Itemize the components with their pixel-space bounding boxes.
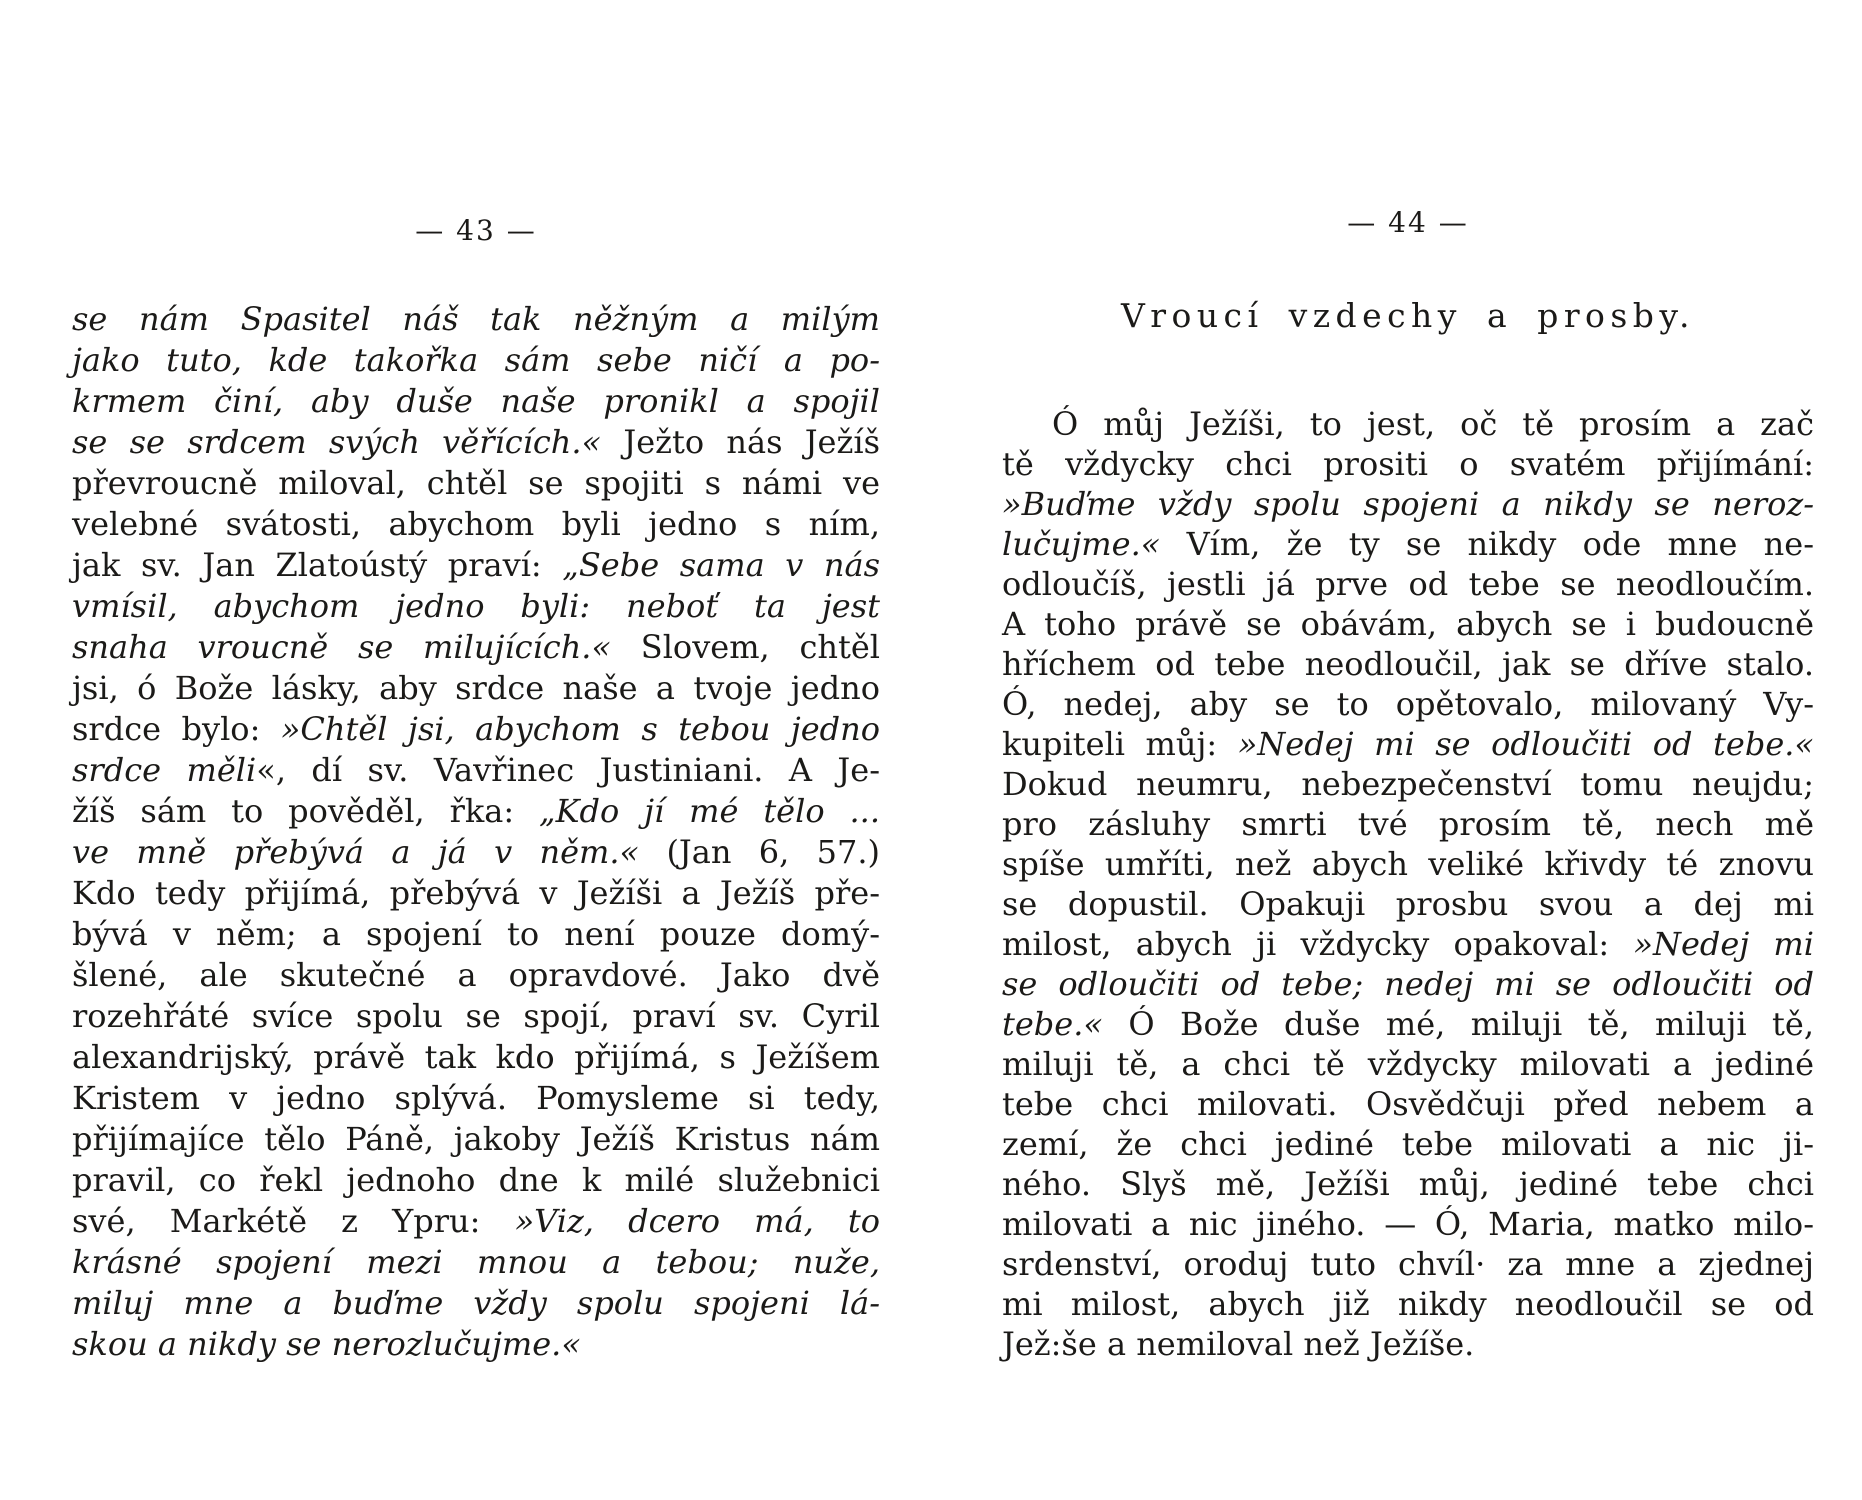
text-run: Ó můj Ježíši, to jest, oč tě prosím a zač [1052,405,1814,443]
text-line [1002,444,1814,484]
text-line [1002,844,1814,884]
text-line [1002,1324,1814,1364]
text-line [1002,1084,1814,1124]
text-run: hříchem od tebe neodloučil, jak se dříve stalo. [1002,645,1814,683]
text-line [1002,724,1814,764]
text-run: srdenství, oroduj tuto chvíl· za mne a zjednej [1002,1245,1814,1283]
text-line [72,914,880,955]
chapter-heading: Vroucí vzdechy a prosby. [1121,296,1695,335]
italic-text-run: ve mně přebývá a já v něm.« [72,833,640,871]
text-line [72,586,880,627]
text-line [72,1078,880,1119]
text-run: Slovem, chtěl [611,628,880,666]
text-line [72,668,880,709]
page-number-left: — 43 — [415,214,537,247]
text-line [1002,804,1814,844]
text-line [1002,644,1814,684]
text-run: šlené, ale skutečné a opravdové. Jako dvě [72,956,880,994]
text-line [72,299,880,340]
text-line [1002,964,1814,1004]
text-run: miluji tě, a chci tě vždycky milovati a jediné [1002,1045,1814,1083]
text-line [1002,1164,1814,1204]
text-run: A toho právě se obávám, abych se i budoucně [1002,605,1814,643]
text-run: bývá v něm; a spojení to není pouze domý- [72,915,880,953]
italic-text-run: vmísil, abychom jedno byli: neboť ta jest [72,587,880,625]
text-line [1002,524,1814,564]
text-run: přijímajíce tělo Páně, jakoby Ježíš Kristus nám [72,1120,880,1158]
text-run: pravil, co řekl jednoho dne k milé služebnici [72,1161,880,1199]
text-line [72,1242,880,1283]
text-run: své, Markétě z Ypru: [72,1202,515,1240]
text-run: pro zásluhy smrti tvé prosím tě, nech mě [1002,805,1814,843]
text-run: jsi, ó Bože lásky, aby srdce naše a tvoje jedno [72,669,880,707]
text-line [72,422,880,463]
text-line [1002,404,1814,444]
text-run: milovati a nic jiného. — Ó, Maria, matko milo- [1002,1205,1814,1243]
page-number-right: — 44 — [1347,206,1469,239]
text-run: převroucně miloval, chtěl se spojiti s námi ve [72,464,880,502]
text-line [72,381,880,422]
italic-text-run: jako tuto, kde takořka sám sebe ničí a po- [72,341,880,379]
text-run: tě vždycky chci prositi o svatém přijímání: [1002,445,1814,483]
text-run: velebné svátosti, abychom byli jedno s ním, [72,505,880,543]
text-run: (Jan 6, 57.) [639,833,880,871]
italic-text-run: krásné spojení mezi mnou a tebou; nuže, [72,1243,880,1281]
text-run: mi milost, abych již nikdy neodloučil se od [1002,1285,1814,1323]
text-line [1002,764,1814,804]
left-page-text-block [72,299,880,1365]
text-line [1002,1044,1814,1084]
italic-text-run: tebe.« [1002,1005,1103,1043]
text-line [1002,1204,1814,1244]
text-run: Ó, nedej, aby se to opětovalo, milovaný Vy- [1002,685,1814,723]
italic-text-run: skou a nikdy se nerozlučujme.« [72,1325,581,1363]
italic-text-run: »Nedej mi [1633,925,1815,963]
italic-text-run: „Kdo jí mé tělo ... [539,792,881,830]
text-run: Jež:še a nemiloval než Ježíše. [1002,1325,1475,1363]
text-line [72,873,880,914]
text-line [72,750,880,791]
text-line [72,996,880,1037]
text-run: srdce bylo: [72,710,281,748]
text-line [72,1201,880,1242]
page-43 [72,0,880,1500]
italic-text-run: miluj mne a buďme vždy spolu spojeni lá- [72,1284,880,1322]
text-run: tebe chci milovati. Osvědčuji před nebem a [1002,1085,1814,1123]
italic-text-run: »Chtěl jsi, abychom s tebou jedno [280,710,880,748]
text-line [1002,1004,1814,1044]
text-line [1002,1284,1814,1324]
text-line [1002,604,1814,644]
text-run: Ježto nás Ježíš [601,423,880,461]
text-run: Ó Bože duše mé, miluji tě, miluji tě, [1102,1005,1814,1043]
text-line [1002,884,1814,924]
italic-text-run: se nám Spasitel náš tak něžným a milým [72,300,880,338]
text-run: ného. Slyš mě, Ježíši můj, jediné tebe chci [1002,1165,1814,1203]
text-line [72,832,880,873]
text-line [72,1324,880,1365]
text-run: jak sv. Jan Zlatoústý praví: [72,546,563,584]
text-line [1002,1124,1814,1164]
text-line [72,1037,880,1078]
italic-text-run: »Viz, dcero má, to [514,1202,881,1240]
italic-text-run: se se srdcem svých věřících.« [72,423,602,461]
right-page-text-block [1002,404,1814,1364]
text-run: «, dí sv. Vavřinec Justiniani. A Je- [256,751,881,789]
italic-text-run: se odloučiti od tebe; nedej mi se odloučiti od [1002,965,1814,1003]
text-line [1002,564,1814,604]
page-44 [1002,0,1814,1500]
text-run: kupiteli můj: [1002,725,1238,763]
text-line [1002,924,1814,964]
text-run: rozehřáté svíce spolu se spojí, praví sv. Cyril [72,997,880,1035]
text-line [72,1119,880,1160]
text-run: Vím, že ty se nikdy ode mne ne- [1160,525,1814,563]
text-line [1002,684,1814,724]
text-line [72,709,880,750]
text-line [72,463,880,504]
text-run: Kdo tedy přijímá, přebývá v Ježíši a Ježíš pře- [72,874,880,912]
text-line [72,955,880,996]
text-line [72,504,880,545]
text-run: Dokud neumru, nebezpečenství tomu neujdu; [1002,765,1814,803]
text-line [72,545,880,586]
italic-text-run: snaha vroucně se milujících.« [72,628,612,666]
text-run: odloučíš, jestli já prve od tebe se neodloučím. [1002,565,1814,603]
italic-text-run: lučujme.« [1002,525,1161,563]
text-run: Kristem v jedno splývá. Pomysleme si tedy, [72,1079,880,1117]
text-run: zemí, že chci jediné tebe milovati a nic ji- [1002,1125,1814,1163]
text-line [72,340,880,381]
italic-text-run: „Sebe sama v nás [562,546,881,584]
italic-text-run: »Buďme vždy spolu spojeni a nikdy se neroz- [1002,485,1814,523]
text-run: milost, abych ji vždycky opakoval: [1002,925,1634,963]
text-run: spíše umříti, než abych veliké křivdy té znovu [1002,845,1814,883]
italic-text-run: krmem činí, aby duše naše pronikl a spojil [72,382,880,420]
text-line [1002,1244,1814,1284]
text-line [1002,484,1814,524]
text-run: se dopustil. Opakuji prosbu svou a dej mi [1002,885,1814,923]
italic-text-run: »Nedej mi se odloučiti od tebe.« [1237,725,1815,763]
text-line [72,627,880,668]
text-line [72,1283,880,1324]
text-run: alexandrijský, právě tak kdo přijímá, s Ježíšem [72,1038,880,1076]
text-line [72,1160,880,1201]
text-run: žíš sám to pověděl, řka: [72,792,540,830]
text-line [72,791,880,832]
italic-text-run: srdce měli [72,751,257,789]
